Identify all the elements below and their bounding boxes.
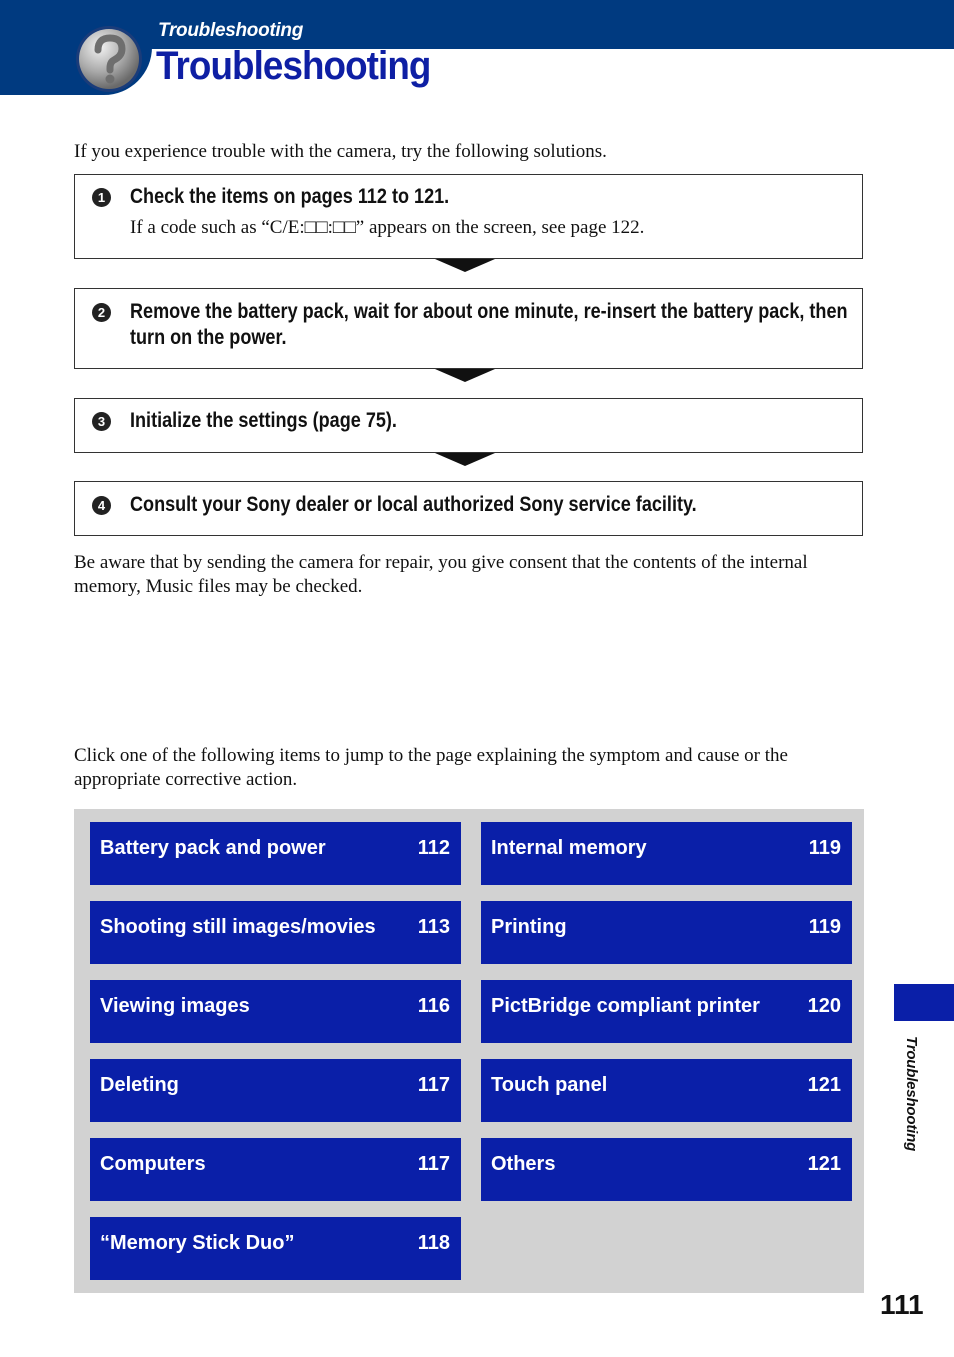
nav-shooting-still-images-movies[interactable]	[90, 901, 461, 964]
nav-page-number: 117	[417, 1153, 450, 1175]
header-bar	[0, 0, 954, 95]
nav-page-number: 117	[417, 1074, 450, 1096]
step-3-box	[74, 398, 863, 453]
nav-label: Shooting still images/movies	[100, 916, 376, 938]
nav-label: Printing	[491, 916, 567, 938]
nav-deleting[interactable]	[90, 1059, 461, 1122]
nav-touch-panel[interactable]	[481, 1059, 852, 1122]
nav-memory-stick-duo[interactable]	[90, 1217, 461, 1280]
nav-internal-memory[interactable]	[481, 822, 852, 885]
nav-pictbridge-compliant-printer[interactable]	[481, 980, 852, 1043]
section-label: Troubleshooting	[158, 20, 304, 41]
step-1-number: 1	[92, 188, 111, 207]
question-mark-icon	[74, 24, 144, 94]
nav-page-number: 120	[807, 995, 841, 1017]
nav-viewing-images[interactable]	[90, 980, 461, 1043]
step-4-number: 4	[92, 496, 111, 515]
step-2-number: 2	[92, 303, 111, 322]
nav-page-number: 113	[417, 916, 450, 938]
nav-printing[interactable]	[481, 901, 852, 964]
flow-arrow-icon	[435, 259, 495, 272]
step-2-box	[74, 288, 863, 369]
step-1-box	[74, 174, 863, 259]
nav-label: Others	[491, 1153, 556, 1175]
page-title: Troubleshooting	[156, 44, 431, 88]
repair-note: Be aware that by sending the camera for repair, you give consent that the contents of the internal memory, Music files may be checked.	[74, 552, 808, 597]
step-4-text: Consult your Sony dealer or local authorized Sony service facility.	[130, 493, 697, 516]
step-3-text: Initialize the settings (page 75).	[130, 409, 397, 432]
nav-page-number: 119	[808, 916, 841, 938]
nav-label: Touch panel	[491, 1074, 608, 1096]
nav-page-number: 121	[807, 1153, 841, 1175]
nav-label: Computers	[100, 1153, 206, 1175]
nav-label: Internal memory	[491, 837, 647, 859]
step-3-number: 3	[92, 412, 111, 431]
symptom-nav-panel	[74, 809, 864, 1293]
chapter-side-label: Troubleshooting	[903, 1036, 920, 1152]
nav-label: Battery pack and power	[100, 837, 326, 859]
nav-battery-pack-and-power[interactable]	[90, 822, 461, 885]
step-1-text: Check the items on pages 112 to 121.	[130, 185, 450, 208]
nav-page-number: 119	[808, 837, 841, 859]
nav-computers[interactable]	[90, 1138, 461, 1201]
flow-arrow-icon	[435, 369, 495, 382]
step-2-text: Remove the battery pack, wait for about one minute, re-insert the battery pack, then turn on the power.	[130, 300, 848, 349]
step-4-box	[74, 481, 863, 536]
step-1-subtext: If a code such as “C/E:□□:□□” appears on the screen, see page 122.	[130, 217, 645, 238]
nav-page-number: 112	[417, 837, 450, 859]
nav-label: Viewing images	[100, 995, 250, 1017]
nav-others[interactable]	[481, 1138, 852, 1201]
nav-label: “Memory Stick Duo”	[100, 1232, 295, 1254]
nav-page-number: 116	[417, 995, 450, 1017]
chapter-side-tab[interactable]	[894, 984, 954, 1021]
nav-label: PictBridge compliant printer	[491, 995, 760, 1017]
nav-page-number: 121	[807, 1074, 841, 1096]
nav-label: Deleting	[100, 1074, 179, 1096]
flow-arrow-icon	[435, 453, 495, 466]
page-number: 111	[880, 1289, 924, 1320]
click-instructions: Click one of the following items to jump to the page explaining the symptom and cause or the appropriate corrective action.	[74, 745, 788, 790]
intro-text: If you experience trouble with the camera, try the following solutions.	[74, 141, 607, 162]
nav-page-number: 118	[417, 1232, 450, 1254]
